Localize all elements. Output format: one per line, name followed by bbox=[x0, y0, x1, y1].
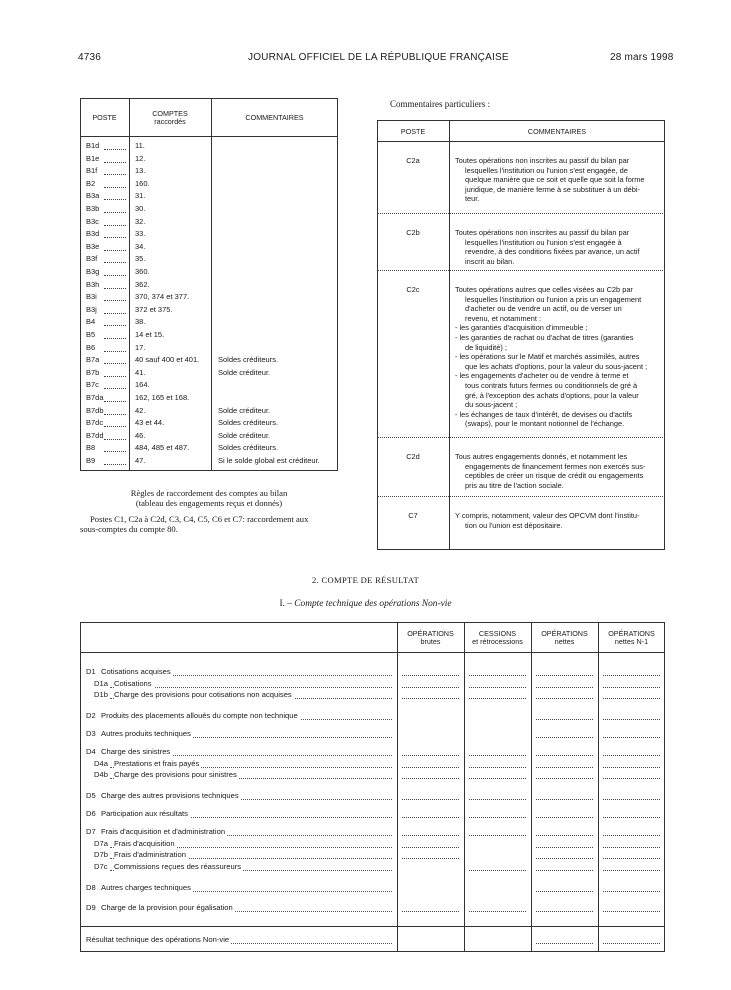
row-poste: C2c bbox=[406, 285, 420, 294]
leader-dots bbox=[104, 288, 126, 289]
row-comptes: 11. bbox=[135, 141, 145, 150]
col-poste-header: POSTE bbox=[92, 113, 117, 122]
comment-line: revenu, et notamment : bbox=[465, 313, 541, 323]
amount-slot bbox=[536, 847, 593, 848]
total-label: Résultat technique des opérations Non-vie bbox=[86, 935, 230, 944]
page-number: 4736 bbox=[78, 52, 102, 63]
comment-line: - les garanties d'acquisition d'immeuble ; bbox=[455, 323, 588, 333]
row-label: Frais d'acquisition bbox=[114, 839, 175, 848]
row-poste: C7 bbox=[408, 511, 418, 520]
leader-dots bbox=[104, 225, 126, 226]
row-comptes: 160. bbox=[135, 178, 150, 188]
amount-slot bbox=[536, 817, 593, 818]
leader-dots bbox=[104, 351, 126, 352]
comment-line: Y compris, notamment, valeur des OPCVM dont l'institu- bbox=[455, 511, 640, 520]
amount-slot bbox=[469, 799, 526, 800]
row-code: D7 bbox=[86, 827, 96, 836]
comment-line: pris au titre de l'action sociale. bbox=[465, 480, 564, 490]
row-comptes: 38. bbox=[135, 317, 146, 327]
subtitle-prefix: I. – bbox=[279, 599, 292, 609]
row-code: D5 bbox=[86, 791, 96, 800]
amount-slot bbox=[536, 943, 593, 944]
row-code: D3 bbox=[86, 729, 96, 738]
right-caption: Commentaires particuliers : bbox=[390, 99, 490, 109]
amount-slot bbox=[603, 737, 660, 738]
amount-slot bbox=[603, 911, 660, 912]
row-poste: C2d bbox=[406, 452, 420, 461]
amount-slot bbox=[469, 835, 526, 836]
leader-dots bbox=[104, 313, 126, 314]
row-poste: B5 bbox=[86, 330, 96, 339]
amount-slot bbox=[603, 698, 660, 699]
row-poste: B1e bbox=[86, 153, 100, 163]
leader-dots bbox=[104, 325, 126, 326]
comment-line: Toutes opérations non inscrites au passif du bilan par bbox=[455, 228, 630, 237]
comment-line: Toutes opérations non inscrites au passif du bilan par bbox=[455, 156, 630, 165]
amount-slot bbox=[603, 687, 660, 688]
row-comptes: 484, 485 et 487. bbox=[135, 443, 190, 453]
amount-slot bbox=[603, 847, 660, 848]
col-commentaires-header: COMMENTAIRES bbox=[245, 113, 304, 122]
comment-line: de liquidité) ; bbox=[465, 342, 507, 352]
leader-dots bbox=[104, 275, 126, 276]
amount-slot bbox=[469, 698, 526, 699]
row-label: Cotisations bbox=[114, 679, 152, 688]
comment-line: lesquelles l'institution ou l'union a pris un engagement bbox=[465, 294, 642, 304]
row-comment: Solde créditeur. bbox=[218, 367, 271, 377]
row-poste: B7a bbox=[86, 355, 100, 365]
comment-line: teur. bbox=[465, 194, 480, 204]
row-comptes: 13. bbox=[135, 166, 146, 176]
row-comptes: 47. bbox=[135, 456, 146, 465]
row-code: D4 bbox=[86, 747, 96, 756]
row-code: D4a bbox=[94, 759, 108, 768]
row-code: D7c bbox=[94, 862, 108, 871]
row-comptes: 12. bbox=[135, 153, 146, 163]
row-poste: B7da bbox=[86, 393, 104, 402]
row-poste: B3i bbox=[86, 292, 97, 302]
row-label: Autres produits techniques bbox=[101, 729, 191, 738]
row-comment: Soldes créditeurs. bbox=[218, 355, 279, 365]
rules-body-cont: sous-comptes du compte 80. bbox=[80, 524, 178, 534]
leader-dots bbox=[104, 376, 126, 377]
row-comptes: 370, 374 et 377. bbox=[135, 292, 190, 302]
amount-slot bbox=[603, 858, 660, 859]
amount-slot bbox=[402, 835, 459, 836]
comment-line: Toutes opérations autres que celles visées au C2b par bbox=[455, 285, 633, 294]
section-subtitle: Compte technique des opérations Non-vie bbox=[294, 599, 452, 609]
col-commentaires-header: COMMENTAIRES bbox=[527, 127, 587, 136]
comment-line: inscrit au bilan. bbox=[465, 256, 515, 266]
comment-line: engagements de financement fermes non exercés sus- bbox=[465, 461, 646, 471]
amount-slot bbox=[536, 675, 593, 676]
row-label: Produits des placements alloués du compte non technique bbox=[101, 711, 298, 720]
row-separator bbox=[377, 213, 665, 214]
issue-date: 28 mars 1998 bbox=[610, 52, 674, 63]
row-poste: B6 bbox=[86, 342, 96, 352]
row-label: Charge des autres provisions techniques bbox=[101, 791, 239, 800]
col-header-sub: brutes bbox=[420, 637, 441, 646]
leader-dots bbox=[104, 199, 126, 200]
total-divider bbox=[80, 926, 665, 927]
leader-dots bbox=[104, 187, 126, 188]
col-header-sub: et rétrocessions bbox=[472, 637, 523, 646]
row-comment: Soldes créditeurs. bbox=[218, 443, 279, 453]
header-divider bbox=[377, 141, 665, 142]
amount-slot bbox=[603, 943, 660, 944]
row-separator bbox=[377, 270, 665, 271]
row-poste: B8 bbox=[86, 443, 96, 453]
row-label: Frais d'administration bbox=[114, 850, 186, 859]
column-divider bbox=[449, 120, 450, 550]
row-poste: B1d bbox=[86, 141, 100, 150]
col-header: OPÉRATIONS bbox=[541, 629, 588, 638]
rules-subtitle: (tableau des engagements reçus et donnés) bbox=[135, 498, 283, 508]
row-poste: B3e bbox=[86, 241, 100, 251]
row-comptes: 360. bbox=[135, 267, 150, 276]
comment-line: gré, à l'exception des achats d'options, pour la valeur bbox=[465, 390, 639, 400]
column-divider bbox=[531, 622, 532, 952]
row-comptes: 372 et 375. bbox=[135, 304, 173, 314]
row-label: Charge des provisions pour cotisations non acquises bbox=[114, 690, 292, 699]
amount-slot bbox=[402, 778, 459, 779]
leader-dots bbox=[104, 338, 126, 339]
comment-line: d'acheter ou de vendre un actif, ou de verser un bbox=[465, 304, 622, 314]
row-poste: B3a bbox=[86, 191, 100, 201]
row-code: D7b bbox=[94, 850, 108, 859]
row-comment: Soldes créditeurs. bbox=[218, 418, 279, 428]
amount-slot bbox=[469, 675, 526, 676]
row-comptes: 162, 165 et 168. bbox=[135, 393, 190, 402]
row-poste: B2 bbox=[86, 178, 96, 188]
amount-slot bbox=[536, 719, 593, 720]
leader-dots bbox=[104, 414, 126, 415]
row-poste: B7dc bbox=[86, 418, 104, 428]
row-comptes: 17. bbox=[135, 342, 146, 352]
row-comptes: 32. bbox=[135, 216, 146, 226]
row-code: D1 bbox=[86, 667, 96, 676]
leader-dots bbox=[104, 363, 126, 364]
leader-dots bbox=[104, 401, 126, 402]
row-comptes: 43 et 44. bbox=[135, 418, 165, 428]
rules-title: Règles de raccordement des comptes au bilan bbox=[130, 488, 288, 498]
leader-dots bbox=[104, 300, 126, 301]
row-label: Charge des provisions pour sinistres bbox=[114, 770, 237, 779]
row-code: D1b bbox=[94, 690, 108, 699]
leader-dots bbox=[104, 262, 126, 263]
amount-slot bbox=[603, 835, 660, 836]
row-code: D1a bbox=[94, 679, 108, 688]
amount-slot bbox=[402, 698, 459, 699]
row-poste: B3c bbox=[86, 216, 99, 226]
row-poste: B3g bbox=[86, 267, 100, 276]
row-poste: B7db bbox=[86, 405, 104, 415]
amount-slot bbox=[536, 858, 593, 859]
col-header-sub: nettes bbox=[554, 637, 575, 646]
row-comptes: 35. bbox=[135, 254, 146, 264]
amount-slot bbox=[603, 767, 660, 768]
comment-line: Tous autres engagements donnés, et notamment les bbox=[455, 452, 628, 461]
col-header: OPÉRATIONS bbox=[608, 629, 655, 638]
amount-slot bbox=[469, 778, 526, 779]
amount-slot bbox=[536, 835, 593, 836]
amount-slot bbox=[402, 767, 459, 768]
row-comptes: 164. bbox=[135, 380, 150, 390]
col-comptes-header: COMPTES bbox=[152, 109, 188, 118]
amount-slot bbox=[402, 755, 459, 756]
column-divider bbox=[129, 98, 130, 471]
amount-slot bbox=[402, 799, 459, 800]
col-poste-header: POSTE bbox=[400, 127, 426, 136]
row-comment: Solde créditeur. bbox=[218, 430, 271, 440]
amount-slot bbox=[469, 911, 526, 912]
amount-slot bbox=[603, 799, 660, 800]
comment-line: - les garanties de rachat ou d'achat de titres (garanties bbox=[455, 333, 634, 342]
comment-line: que les achats d'options, pour la valeur du sous-jacent ; bbox=[465, 361, 648, 371]
row-comment: Solde créditeur. bbox=[218, 405, 271, 415]
amount-slot bbox=[402, 817, 459, 818]
leader-dots bbox=[104, 174, 126, 175]
row-poste: B3j bbox=[86, 304, 97, 314]
row-label: Cotisations acquises bbox=[101, 667, 171, 676]
comment-line: - les engagements d'acheter ou de vendre à terme et bbox=[455, 371, 629, 381]
row-separator bbox=[377, 496, 665, 497]
row-comptes: 41. bbox=[135, 367, 146, 377]
row-code: D6 bbox=[86, 809, 96, 818]
row-comptes: 14 et 15. bbox=[135, 330, 165, 339]
row-comptes: 42. bbox=[135, 405, 146, 415]
section-title: 2. COMPTE DE RÉSULTAT bbox=[312, 575, 419, 585]
leader-dots bbox=[104, 439, 126, 440]
row-label: Frais d'acquisition et d'administration bbox=[101, 827, 226, 836]
amount-slot bbox=[536, 891, 593, 892]
amount-slot bbox=[402, 687, 459, 688]
row-comptes: 30. bbox=[135, 204, 146, 213]
row-poste: B7dd bbox=[86, 430, 104, 440]
comment-line: lesquelles l'institution ou l'union s'est engagée à bbox=[465, 237, 622, 247]
amount-slot bbox=[536, 799, 593, 800]
row-comptes: 46. bbox=[135, 430, 146, 440]
comment-line: juridique, de manière ferme à se substituer à un débi- bbox=[465, 184, 641, 194]
leader-dots bbox=[104, 212, 126, 213]
row-code: D2 bbox=[86, 711, 96, 720]
row-code: D9 bbox=[86, 903, 96, 912]
column-divider bbox=[598, 622, 599, 952]
amount-slot bbox=[603, 817, 660, 818]
col-header-sub: nettes N-1 bbox=[614, 637, 649, 646]
leader-dots bbox=[104, 250, 126, 251]
row-poste: B3d bbox=[86, 229, 100, 239]
row-label: Charge des sinistres bbox=[101, 747, 171, 756]
row-label: Commissions reçues des réassureurs bbox=[114, 862, 242, 871]
amount-slot bbox=[603, 891, 660, 892]
amount-slot bbox=[469, 687, 526, 688]
comment-line: quelque manière que ce soit et quelle que soit la forme bbox=[465, 175, 645, 185]
amount-slot bbox=[536, 911, 593, 912]
row-code: D7a bbox=[94, 839, 108, 848]
leader-dots bbox=[104, 237, 126, 238]
row-comptes: 33. bbox=[135, 229, 146, 239]
row-poste: B7c bbox=[86, 380, 99, 390]
amount-slot bbox=[536, 870, 593, 871]
amount-slot bbox=[469, 755, 526, 756]
column-divider bbox=[464, 622, 465, 952]
amount-slot bbox=[536, 767, 593, 768]
amount-slot bbox=[603, 778, 660, 779]
amount-slot bbox=[402, 847, 459, 848]
row-poste: C2a bbox=[406, 156, 420, 165]
amount-slot bbox=[536, 737, 593, 738]
amount-slot bbox=[402, 675, 459, 676]
amount-slot bbox=[469, 817, 526, 818]
row-comment: Si le solde global est créditeur. bbox=[218, 456, 320, 465]
row-comptes: 362. bbox=[135, 279, 150, 289]
amount-slot bbox=[402, 911, 459, 912]
amount-slot bbox=[402, 858, 459, 859]
amount-slot bbox=[536, 698, 593, 699]
row-comptes: 40 sauf 400 et 401. bbox=[135, 355, 200, 365]
comment-line: du sous-jacent ; bbox=[465, 400, 518, 410]
row-poste: B3b bbox=[86, 204, 100, 213]
comment-line: revendre, à des conditions fixées par avance, un actif bbox=[465, 247, 640, 257]
leader-dots bbox=[104, 451, 126, 452]
amount-slot bbox=[536, 687, 593, 688]
amount-slot bbox=[603, 719, 660, 720]
col-header: OPÉRATIONS bbox=[407, 629, 454, 638]
column-divider bbox=[397, 622, 398, 952]
comment-line: - les opérations sur le Matif et marchés assimilés, autres bbox=[455, 352, 640, 362]
rules-body: Postes C1, C2a à C2d, C3, C4, C5, C6 et C7: raccordement aux bbox=[90, 514, 309, 524]
header-divider bbox=[80, 136, 338, 137]
leader-dots bbox=[104, 149, 126, 150]
row-poste: B1f bbox=[86, 166, 98, 176]
row-label: Autres charges techniques bbox=[101, 883, 191, 892]
col-header: CESSIONS bbox=[478, 629, 517, 638]
leader-dots bbox=[104, 464, 126, 465]
amount-slot bbox=[603, 675, 660, 676]
header-divider bbox=[80, 652, 665, 653]
accounts-table-frame bbox=[80, 98, 338, 471]
leader-dots bbox=[104, 426, 126, 427]
amount-slot bbox=[603, 755, 660, 756]
amount-slot bbox=[469, 870, 526, 871]
comment-line: (swaps), pour le montant notionnel de l'échange. bbox=[465, 419, 625, 429]
row-poste: B7b bbox=[86, 367, 100, 377]
comment-line: ceptibles de créer un risque de crédit ou engagements bbox=[465, 471, 644, 481]
row-poste: B3h bbox=[86, 279, 100, 289]
row-label: Charge de la provision pour égalisation bbox=[101, 903, 233, 912]
amount-slot bbox=[469, 767, 526, 768]
row-poste: C2b bbox=[406, 228, 420, 237]
journal-title: JOURNAL OFFICIEL DE LA RÉPUBLIQUE FRANÇAISE bbox=[248, 52, 509, 63]
comment-line: tous contrats futurs fermes ou conditionnels de gré à bbox=[465, 381, 638, 390]
amount-slot bbox=[536, 778, 593, 779]
row-code: D8 bbox=[86, 883, 96, 892]
row-comptes: 34. bbox=[135, 241, 146, 251]
row-comptes: 31. bbox=[135, 191, 146, 201]
amount-slot bbox=[603, 870, 660, 871]
col-comptes-sub: raccordés bbox=[154, 117, 186, 126]
column-divider bbox=[211, 98, 212, 471]
row-poste: B3f bbox=[86, 254, 98, 264]
row-code: D4b bbox=[94, 770, 108, 779]
row-label: Prestations et frais payés bbox=[114, 759, 200, 768]
leader-dots bbox=[104, 388, 126, 389]
row-separator bbox=[377, 437, 665, 438]
row-poste: B4 bbox=[86, 317, 96, 327]
leader-dots bbox=[104, 162, 126, 163]
comment-line: lesquelles l'institution ou l'union s'est engagée, de bbox=[465, 165, 628, 175]
row-poste: B9 bbox=[86, 456, 96, 465]
row-label: Participation aux résultats bbox=[101, 809, 188, 818]
comment-line: - les échanges de taux d'intérêt, de devises ou d'actifs bbox=[455, 409, 633, 419]
comment-line: tion ou l'union est dépositaire. bbox=[465, 520, 563, 530]
amount-slot bbox=[536, 755, 593, 756]
